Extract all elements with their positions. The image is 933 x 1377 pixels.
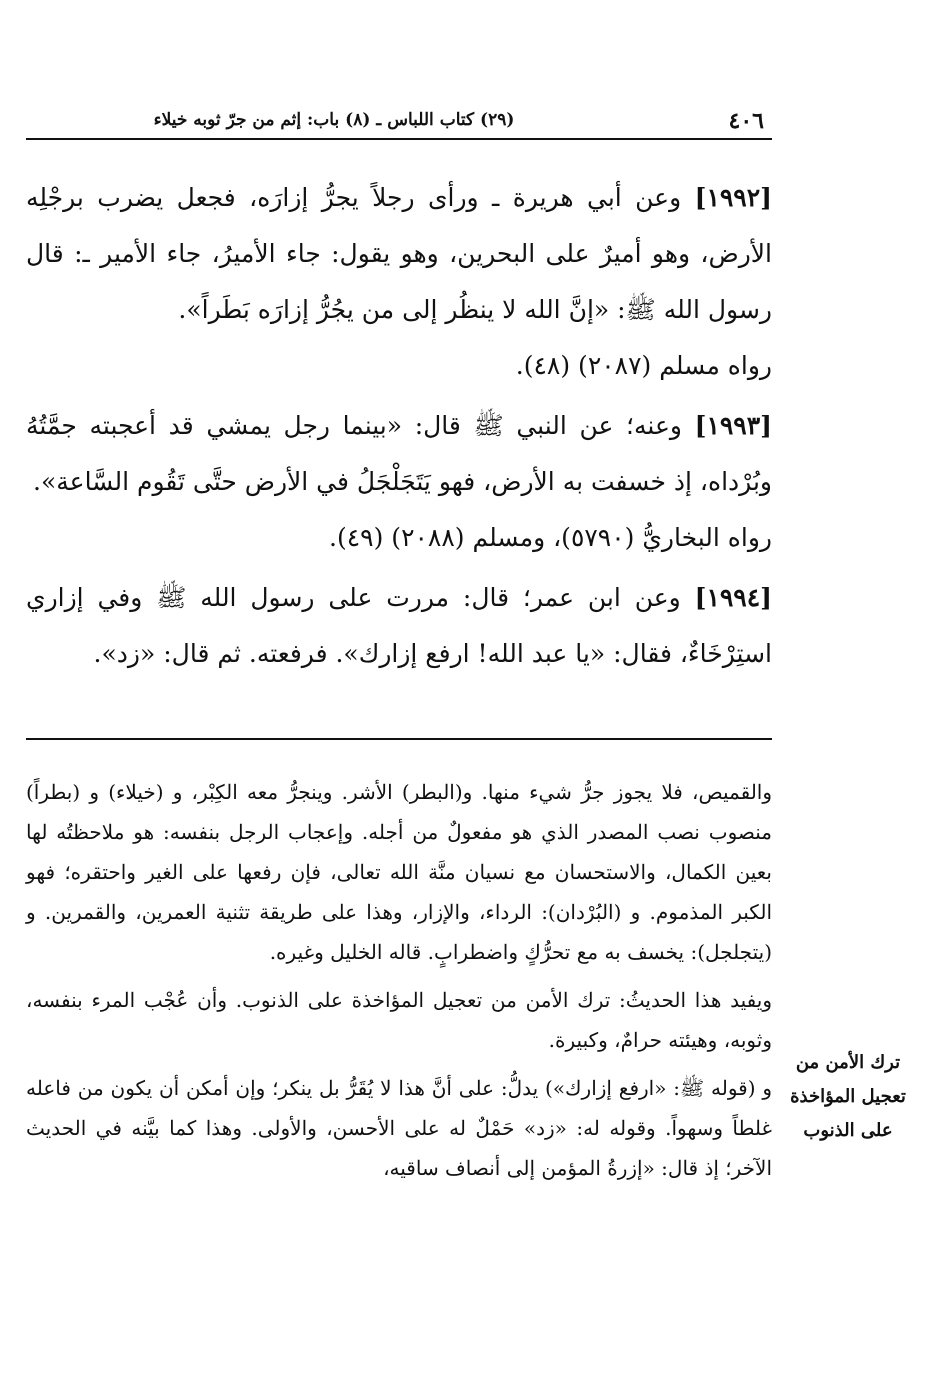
- commentary-paragraph: و (قوله ﷺ: «ارفع إزارك») يدلُّ: على أنَّ هذا لا يُقَرُّ بل ينكر؛ وإن أمكن أن يكون من فاعله غلطاً وسهواً. وقوله له: «زد» حَمْلٌ له على الأحسن، والأولى. وهذا كما بيَّنه في الحديث الآخر؛ إذ قال: «إزرةُ المؤمن إلى أنصاف ساقيه،: [26, 1076, 773, 1180]
- margin-heading: ترك الأمن من تعجيل المؤاخذة على الذنوب: [790, 1052, 906, 1141]
- hadith-1993: [26, 398, 772, 510]
- hadith-body: وعنه؛ عن النبي ﷺ قال: «بينما رجل يمشي قد أعجبته جمَّتُهُ وبُرْداه، إذ خسفت به الأرض، فهو يَتَجَلْجَلُ في الأرض حتَّى تَقُوم السَّاعة».: [26, 411, 772, 496]
- hadith-number: [١٩٩٤]: [694, 583, 772, 612]
- hadith-1994: [26, 570, 772, 682]
- footnote-divider: [26, 738, 772, 740]
- commentary-paragraph: والقميص، فلا يجوز جرُّ شيء منها. و(البطر) الأشر. وينجرُّ معه الكِبْر، و (خيلاء) و (بطراً) منصوب نصب المصدر الذي هو مفعولٌ من أجله. وإعجاب الرجل بنفسه: هو ملاحظتُه لها بعين الكمال، والاستحسان مع نسيان منَّة الله تعالى، فإن رفعها على الغير واحتقره؛ فهو الكبر المذموم. و (البُرْدان): الرداء، والإزار، وهذا على طريقة تثنية العمرين، والقمرين. و (يتجلجل): يخسف به مع تحرُّكٍ واضطرابٍ. قاله الخليل وغيره.: [26, 780, 772, 964]
- commentary-paragraph: ويفيد هذا الحديثُ: ترك الأمن من تعجيل المؤاخذة على الذنوب. وأن عُجْب المرء بنفسه، وثوبه، وهيئته حرامٌ، وكبيرة.: [26, 988, 772, 1052]
- hadith-number: [١٩٩٢]: [694, 183, 772, 212]
- running-title: (٢٩) كتاب اللباس ـ (٨) باب: إثم من جرّ ثوبه خيلاء: [153, 110, 515, 130]
- hadith-text: [26, 170, 772, 682]
- hadith-body: وعن ابن عمر؛ قال: مررت على رسول الله ﷺ وفي إزاري استِرْخَاءٌ، فقال: «يا عبد الله! ارفع إزارك». فرفعته. ثم قال: «زد».: [26, 583, 772, 668]
- header-rule: [26, 138, 772, 140]
- hadith-source: رواه مسلم (٢٠٨٧) (٤٨).: [515, 351, 772, 380]
- hadith-1992: [26, 170, 772, 338]
- page-number: ٤٠٦: [728, 108, 764, 134]
- commentary: [26, 772, 772, 1188]
- page-header: [26, 100, 772, 140]
- hadith-source: رواه البخاريُّ (٥٧٩٠)، ومسلم (٢٠٨٨) (٤٩).: [329, 523, 772, 552]
- hadith-body: وعن أبي هريرة ـ ورأى رجلاً يجرُّ إزارَه، فجعل يضرب برجْلِه الأرض، وهو أميرٌ على البحرين، وهو يقول: جاء الأميرُ، جاء الأمير ـ: قال رسول الله ﷺ: «إنَّ الله لا ينظُر إلى من يجُرُّ إزارَه بَطَراً».: [26, 183, 772, 324]
- hadith-number: [١٩٩٣]: [694, 411, 773, 440]
